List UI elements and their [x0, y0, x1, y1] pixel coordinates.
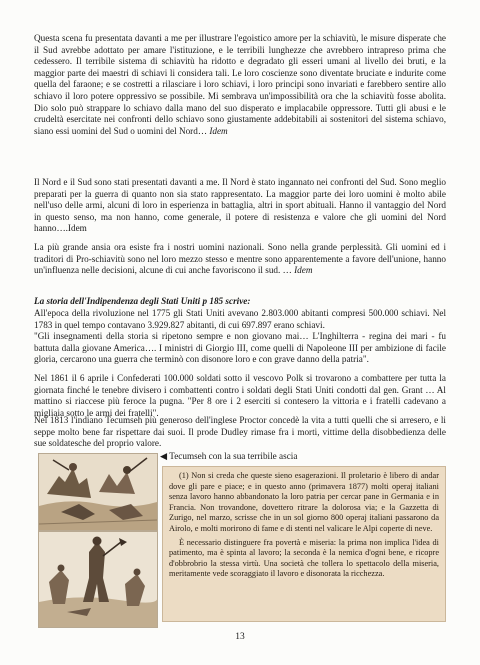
section-heading: La storia dell'Indipendenza degli Stati Uniti p 185 scrive: [34, 296, 251, 306]
paragraph-battle-1861: Nel 1861 il 6 aprile i Confederati 100.000 soldati sotto il vescovo Polk si trovarono a combattere per tutta la giornata finché le tenebre divisero i combattenti contro i soldati degli Stati Uniti condotti dal gen. Grant … Al mattino si riaccese più feroce la pugna. "Per 8 ore i 2 eserciti si contesero la vittoria e i fratelli cadevano a migliaia sotto le armi dei fratelli". [34, 373, 446, 418]
paragraph-north-south: Il Nord e il Sud sono stati presentati davanti a me. Il Nord è stato ingannato nei confronti del Sud. Sono meglio preparati per la guerra di quanto non sia stato rappresentato. La maggior parte dei loro uomini è molto abile nell'uso delle armi, alcuni di loro in esperienza in battaglia, altri in sport abituali. Hanno il vantaggio del Nord in questo senso, ma non hanno, come generale, il potere di resistenza e valore che gli uomini del Nord hanno….Idem [34, 177, 446, 234]
page-number: 13 [235, 632, 245, 642]
paragraph-slavery-scene: Questa scena fu presentata davanti a me per illustrare l'egoistico amore per la schiavitù, le misure disperate che il Sud avrebbe adottato per amare l'istituzione, e le terribili lunghezze che avrebbero intrapreso prima che cedessero. Il terribile sistema di schiavitù ha ridotto e degradato gli esseri umani al livello dei bruti, e la maggior parte dei maestri di schiavi li considera tali. Le loro coscienze sono diventate bruciate e indurite come quella del faraone; e se costretti a rilasciare i loro schiavi, i loro principi sono invariati e farebbero sentire allo schiavo il loro potere oppressivo se possibile. Mi sembrava un'impossibilità ora che la schiavitù fosse abolita. Dio solo può strappare lo schiavo dalla mano del suo disperato e implacabile oppressore. Tutti gli abusi e le crudeltà esercitate nei confronti dello schiavo sono giustamente addebitabili ai sostenitori del sistema schiavo, siano essi uomini del Sud o uomini del Nord… Idem [34, 33, 446, 136]
paragraph-population: All'epoca della rivoluzione nel 1775 gli Stati Uniti avevano 2.803.000 abitanti compresi 500.000 schiavi. Nel 1783 in quel tempo contavano 3.929.827 abitanti, di cui 697.897 erano schiavi. [34, 308, 446, 330]
clipping-paragraph-1: (1) Non si creda che queste sieno esagerazioni. Il proletario è libero di andar dove gli pare e piace; e in questo anno (primavera 1877) molti operaj italiani senza lavoro hanno abbandonato la loro patria per cercar pane in Germania e in Francia. Non trovandone, dovettero ritrare la dolorosa via; e la Gazzetta di Zurigo, nel marzo, scrisse che in un sol giorno 800 operaj italiani passarono da Airolo, e molti morirono di fame e di stenti nel valicare le Alpi coperte di neve. [169, 471, 439, 533]
paragraph-history-lessons: "Gli insegnamenti della storia si ripetono sempre e non giovano mai… L'Inghilterra - regina dei mari - fu battuta dalla giovane America…. I ministri di Giorgio III, come quelli di Napoleone III per ambizione di facile gloria, cercarono una guerra che terminò con disonore loro e con grave danno della patria". [34, 331, 446, 365]
illustration-caption: ◀ Tecumseh con la sua terribile ascia [160, 451, 298, 461]
paragraph-tecumseh: Nel 1813 l'indiano Tecumseh più generoso dell'inglese Proctor concedè la vita a tutti quelli che si arresero, e li seppe molto bene far rispettare dai suoi. Il prode Dudley rimase fra i morti, vittime della disobbedienza delle sue soldatesche del proprio valore. [34, 415, 446, 449]
triangle-marker-icon: ◀ [160, 451, 168, 461]
battle-illustration-bottom [38, 531, 158, 628]
battle-illustration-top [38, 453, 158, 531]
tecumseh-scene-image [39, 532, 157, 627]
newspaper-clipping [162, 466, 446, 622]
clipping-paragraph-2: È necessario distinguere fra povertà e miseria: la prima non implica l'idea di patimento, ma è spinta al lavoro; la seconda è la nemica d'ogni bene, e ricopre d'obbrobrio la stessa virtù. Una società che tollera lo spettacolo della miseria, meritamente vede scoraggiato il lavoro e disonorata la ricchezza. [169, 537, 439, 579]
battle-scene-image [39, 454, 157, 530]
paragraph-anxiety: La più grande ansia ora esiste fra i nostri uomini nazionali. Sono nella grande perplessità. Gli uomini ed i traditori di Pro-schiavitù sono nel loro mezzo stesso e mentre sono apparentemente a favore dell'unione, hanno un'influenza nelle decisioni, alcune di cui anche favoriscono il sud. … Idem [34, 242, 446, 276]
